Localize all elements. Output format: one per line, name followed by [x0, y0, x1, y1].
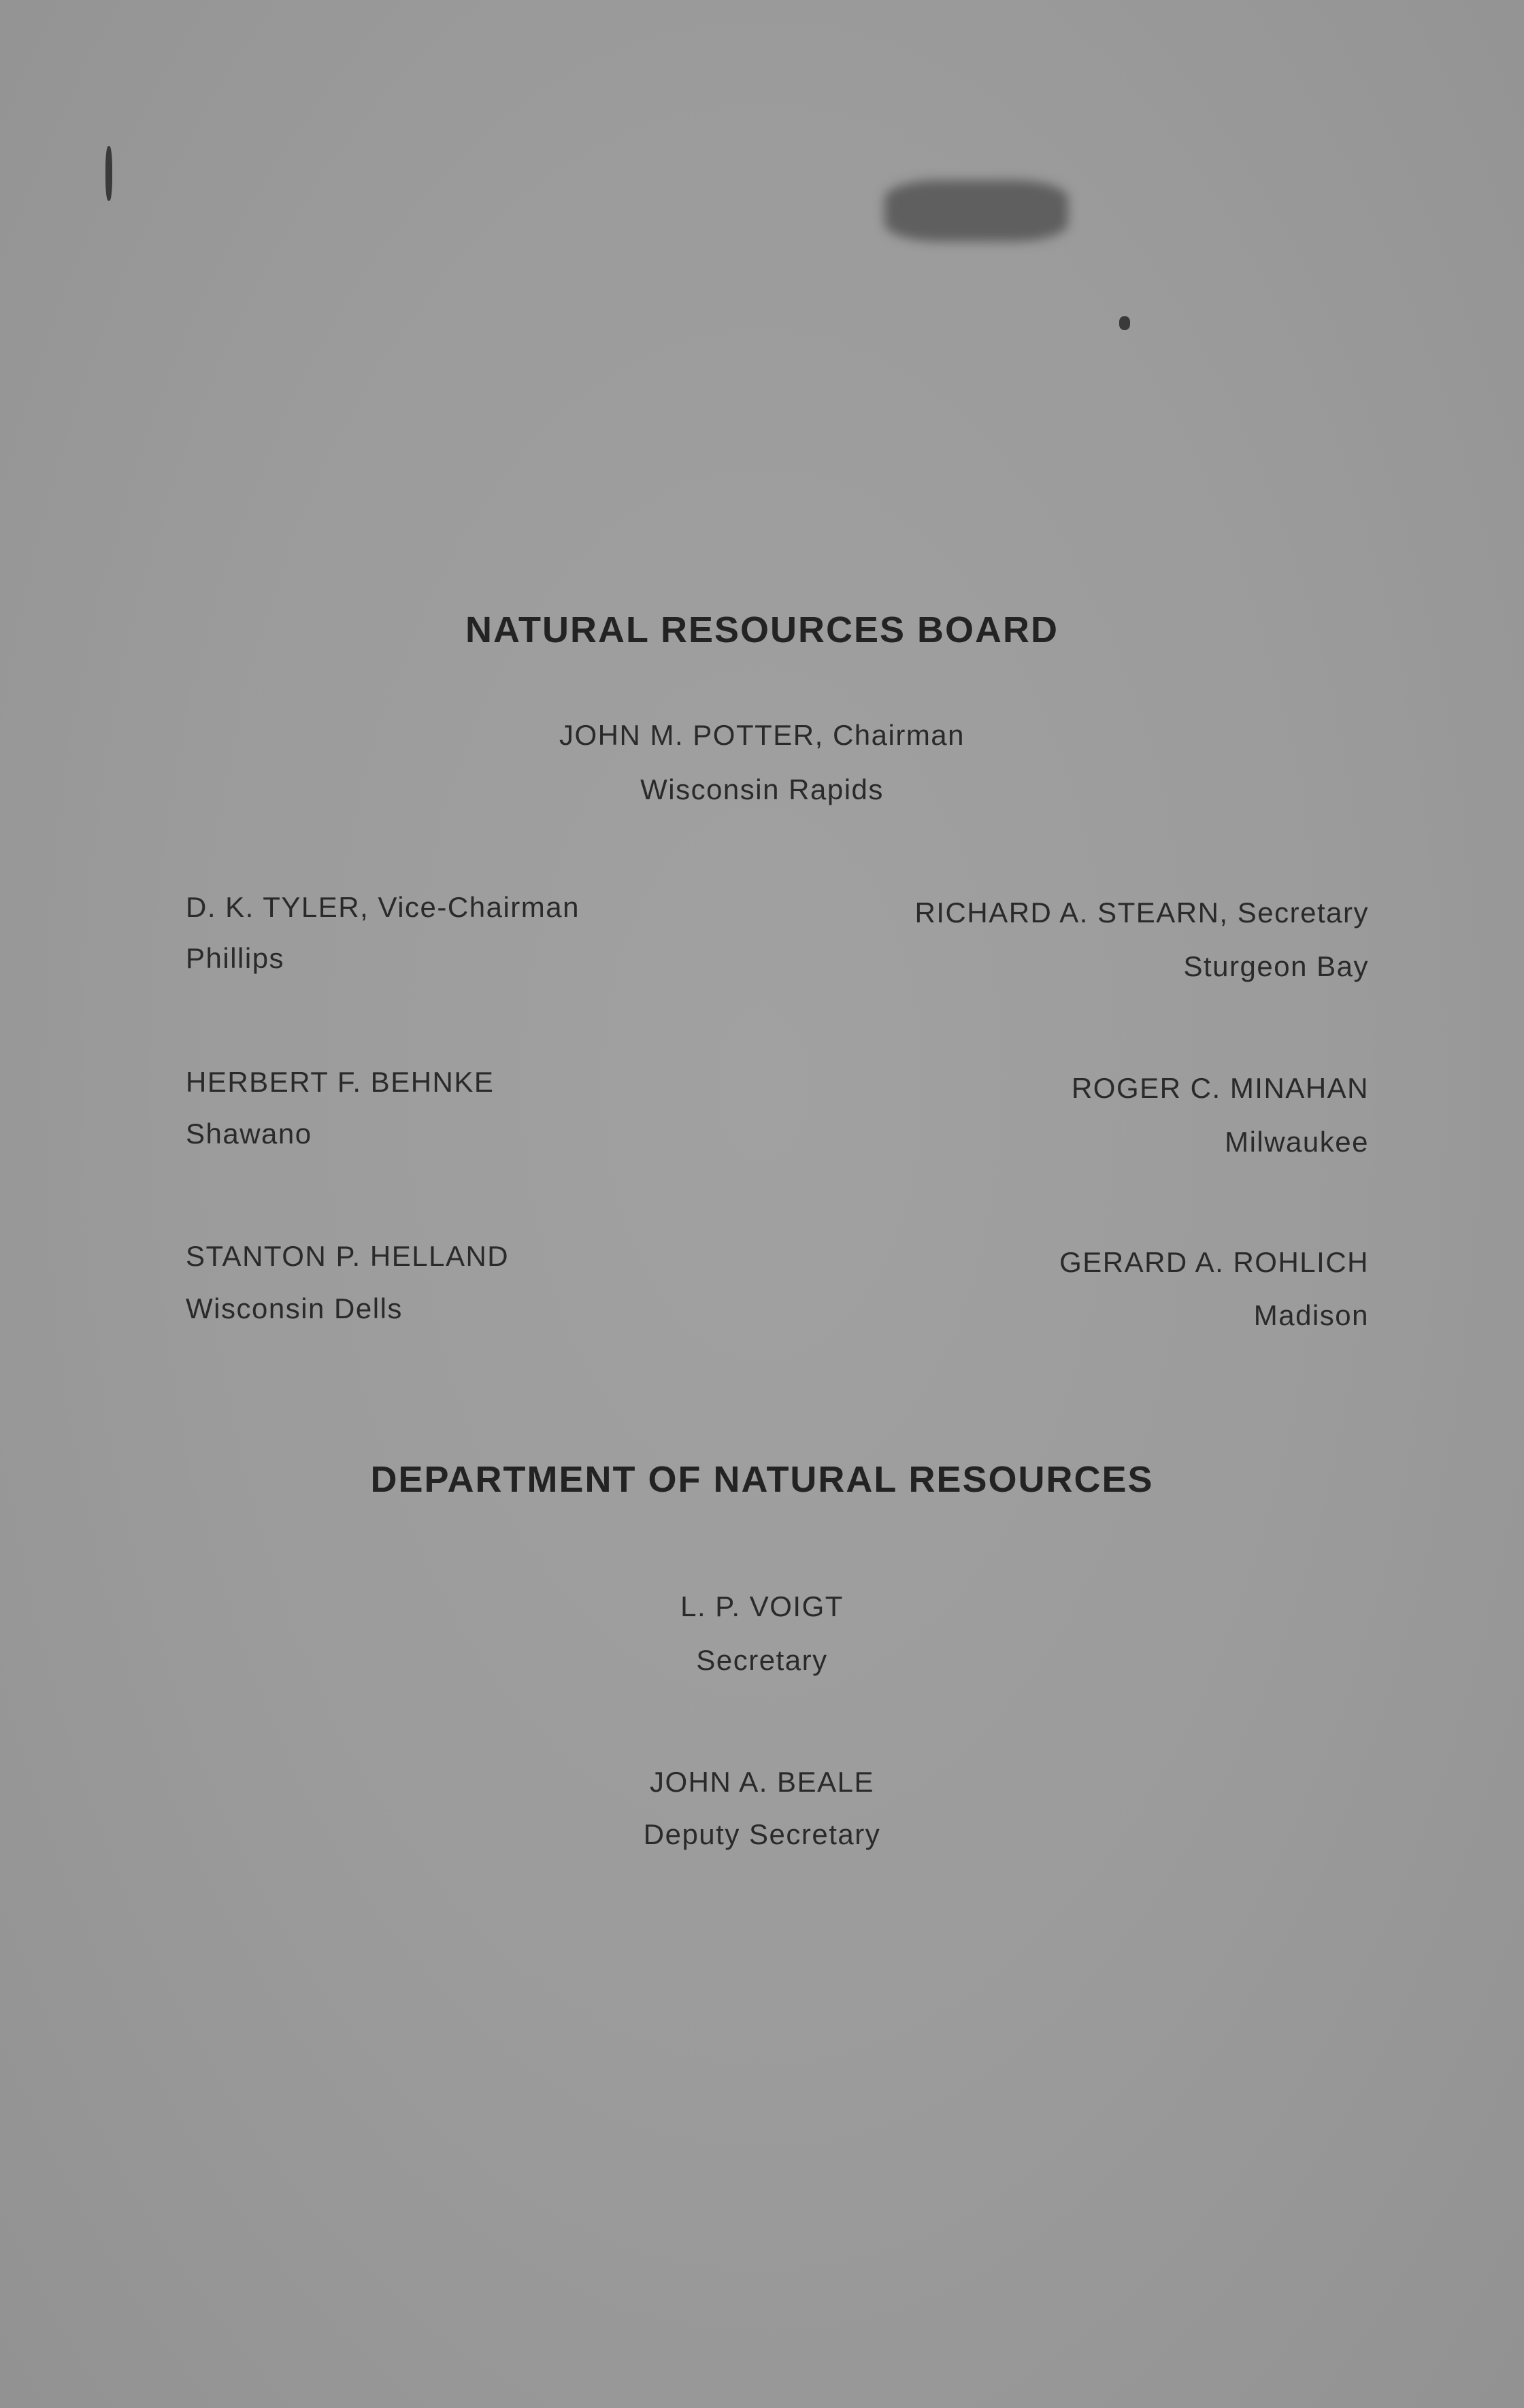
member-name: ROGER C. MINAHAN: [1071, 1072, 1369, 1104]
chairman-location: Wisconsin Rapids: [640, 773, 884, 805]
board-title: NATURAL RESOURCES BOARD: [465, 609, 1059, 650]
member-name: HERBERT F. BEHNKE: [186, 1066, 495, 1098]
member-name: RICHARD A. STEARN, Secretary: [914, 897, 1369, 929]
member-location: Wisconsin Dells: [186, 1292, 403, 1324]
member-name: D. K. TYLER, Vice-Chairman: [186, 891, 580, 923]
scan-smudge: [884, 180, 1068, 241]
member-name: STANTON P. HELLAND: [186, 1240, 510, 1272]
official-name: JOHN A. BEALE: [650, 1766, 874, 1798]
official-role: Deputy Secretary: [643, 1818, 881, 1850]
official-role: Secretary: [696, 1644, 828, 1676]
official-name: L. P. VOIGT: [680, 1590, 844, 1622]
member-location: Milwaukee: [1225, 1126, 1369, 1158]
member-location: Shawano: [186, 1118, 312, 1150]
scan-dot: [1119, 316, 1130, 330]
member-location: Phillips: [186, 942, 285, 974]
scan-mark: [105, 146, 112, 201]
member-location: Sturgeon Bay: [1183, 950, 1369, 982]
member-name: GERARD A. ROHLICH: [1059, 1246, 1369, 1278]
chairman-name: JOHN M. POTTER, Chairman: [559, 719, 965, 751]
department-title: DEPARTMENT OF NATURAL RESOURCES: [370, 1459, 1154, 1500]
member-location: Madison: [1253, 1299, 1369, 1331]
